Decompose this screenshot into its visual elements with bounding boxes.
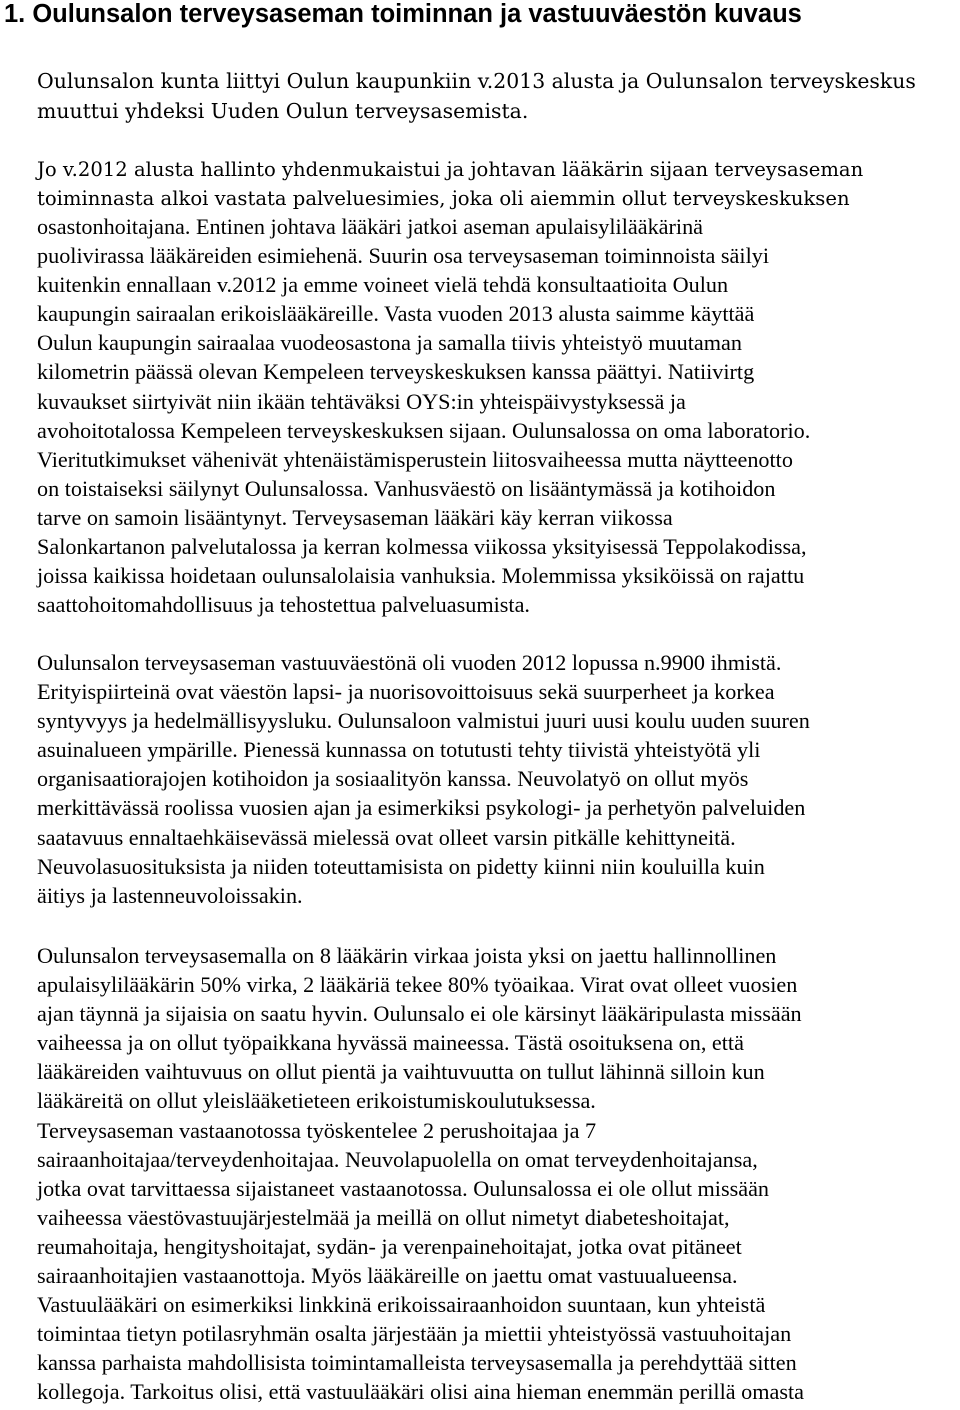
text-line: joissa kaikissa hoidetaan oulunsalolaisia vanhuksia. Molemmissa yksiköissä on rajattu [37,563,805,589]
text-line: reumahoitaja, hengityshoitajat, sydän- ja verenpainehoitajat, jotka ovat pitäneet [37,1233,742,1259]
paragraph-merger [37,67,916,126]
text-line: syntyvyys ja hedelmällisyysluku. Oulunsaloon valmistui juuri uusi koulu uuden suuren [37,708,810,734]
text-line: osastonhoitajana. Entinen johtava lääkäri jatkoi aseman apulaisylilääkärinä [37,214,704,239]
text-line: Erityispiirteinä ovat väestön lapsi- ja nuorisovoittoisuus sekä suurperheet ja korkea [37,679,775,705]
text-line: lääkäreiden vaihtuvuus on ollut pientä ja vaihtuvuutta on tullut lähinnä silloin kun [37,1059,765,1085]
text-line: puolivirassa lääkäreiden esimiehenä. Suurin osa terveysaseman toiminnoista säilyi [37,243,769,269]
text-line: kilometrin päässä olevan Kempeleen terveyskeskuksen kanssa päättyi. Natiivirtg [37,359,755,385]
text-line: Oulunsalon kunta liittyi Oulun kaupunkiin v.2013 alusta ja Oulunsalon terveyskeskus [37,69,916,93]
text-line: toiminnasta alkoi vastata palveluesimies, joka oli aiemmin ollut terveyskeskuksen [37,187,850,210]
text-line: kaupungin sairaalan erikoislääkäreille. Vasta vuoden 2013 alusta saimme käyttää [37,301,755,327]
text-line: kollegoja. Tarkoitus olisi, että vastuulääkäri olisi aina hieman enemmän perillä omasta [37,1379,804,1405]
text-line: kanssa parhaista mahdollisista toimintamalleista terveysasemalla ja perehdyttää sitten [37,1350,797,1376]
text-line: Oulunsalon terveysasemalla on 8 lääkärin virkaa joista yksi on jaettu hallinnollinen [37,943,777,968]
text-line: saattohoitomahdollisuus ja tehostettua palveluasumista. [37,592,530,618]
text-line: Jo v.2012 alusta hallinto yhdenmukaistui ja johtavan lääkärin sijaan terveysaseman [37,158,864,181]
text-line: muuttui yhdeksi Uuden Oulun terveysasemista. [37,98,529,123]
text-line: Vieritutkimukset vähenivät yhtenäistämisperustein liitosvaiheessa mutta näytteenotto [37,446,793,472]
text-line: sairaanhoitajaa/terveydenhoitajaa. Neuvolapuolella on omat terveydenhoitajansa, [37,1146,758,1172]
text-line: kuitenkin ennallaan v.2012 ja emme voineet vielä tehdä konsultaatioita Oulun [37,272,729,298]
paragraph-population [37,648,810,910]
text-line: merkittävässä roolissa vuosien ajan ja esimerkiksi psykologi- ja perhetyön palveluiden [37,795,806,821]
text-line: organisaatiorajojen kotihoidon ja sosiaalityön kanssa. Neuvolatyö on ollut myös [37,766,749,792]
text-line: kuvaukset siirtyivät niin ikään tehtäväksi OYS:in yhteispäivystyksessä ja [37,388,686,414]
text-line: ajan täynnä ja sijaisia on saatu hyvin. Oulunsalo ei ole kärsinyt lääkäripulasta missään [37,1001,802,1027]
text-line: Oulunsalon terveysaseman vastuuväestönä oli vuoden 2012 lopussa n.9900 ihmistä. [37,650,782,675]
text-line: on toistaiseksi säilynyt Oulunsalossa. Vanhusväestö on lisääntymässä ja kotihoidon [37,475,776,501]
text-line: Salonkartanon palvelutalossa ja kerran kolmessa viikossa yksityisessä Teppolakodissa, [37,534,807,560]
text-line: vaiheessa väestövastuujärjestelmää ja meillä on ollut nimetyt diabeteshoitajat, [37,1204,730,1230]
text-line: Oulun kaupungin sairaalaa vuodeosastona ja samalla tiivis yhteistyö muutaman [37,330,742,356]
text-line: avohoitotalossa Kempeleen terveyskeskuksen sijaan. Oulunsalossa on oma laboratorio. [37,417,811,443]
text-line: Neuvolasuosituksista ja niiden toteuttamisista on pidetty kiinni niin kouluilla kuin [37,853,765,879]
paragraph-administration [37,212,810,619]
text-line: Vastuulääkäri on esimerkiksi linkkinä erikoissairaanhoidon suuntaan, kun yhteistä [37,1292,766,1318]
text-line: vaiheessa ja on ollut työpaikkana hyvässä maineessa. Tästä osoituksena on, että [37,1030,744,1056]
text-line: lääkäreitä on ollut yleislääketieteen erikoistumiskoulutuksessa. [37,1088,596,1114]
text-line: Terveysaseman vastaanotossa työskentelee 2 perushoitajaa ja 7 [37,1117,597,1143]
text-line: saatavuus ennaltaehkäisevässä mielessä ovat olleet varsin pitkälle kehittyneitä. [37,824,736,850]
text-line: sairaanhoitajien vastaanottoja. Myös lääkäreille on jaettu omat vastuualueensa. [37,1263,738,1289]
text-line: apulaisylilääkärin 50% virka, 2 lääkäriä tekee 80% työaikaa. Virat ovat olleet vuosien [37,972,798,998]
paragraph-staffing [37,941,804,1407]
text-line: tarve on samoin lisääntynyt. Terveysaseman lääkäri käy kerran viikossa [37,504,673,530]
paragraph-administration-intro [37,155,863,213]
text-line: jotka ovat tarvittaessa sijaistaneet vastaanotossa. Oulunsalossa ei ole ollut missään [37,1175,770,1201]
text-line: toimintaa tietyn potilasryhmän osalta järjestään ja miettii yhteistyössä vastuuhoitajan [37,1321,792,1347]
text-line: äitiys ja lastenneuvoloissakin. [37,882,303,908]
section-heading: 1. Oulunsalon terveysaseman toiminnan ja vastuuväestön kuvaus [4,0,802,28]
text-line: asuinalueen ympärille. Pienessä kunnassa on totutusti tehty tiivistä yhteistyötä yli [37,737,761,763]
